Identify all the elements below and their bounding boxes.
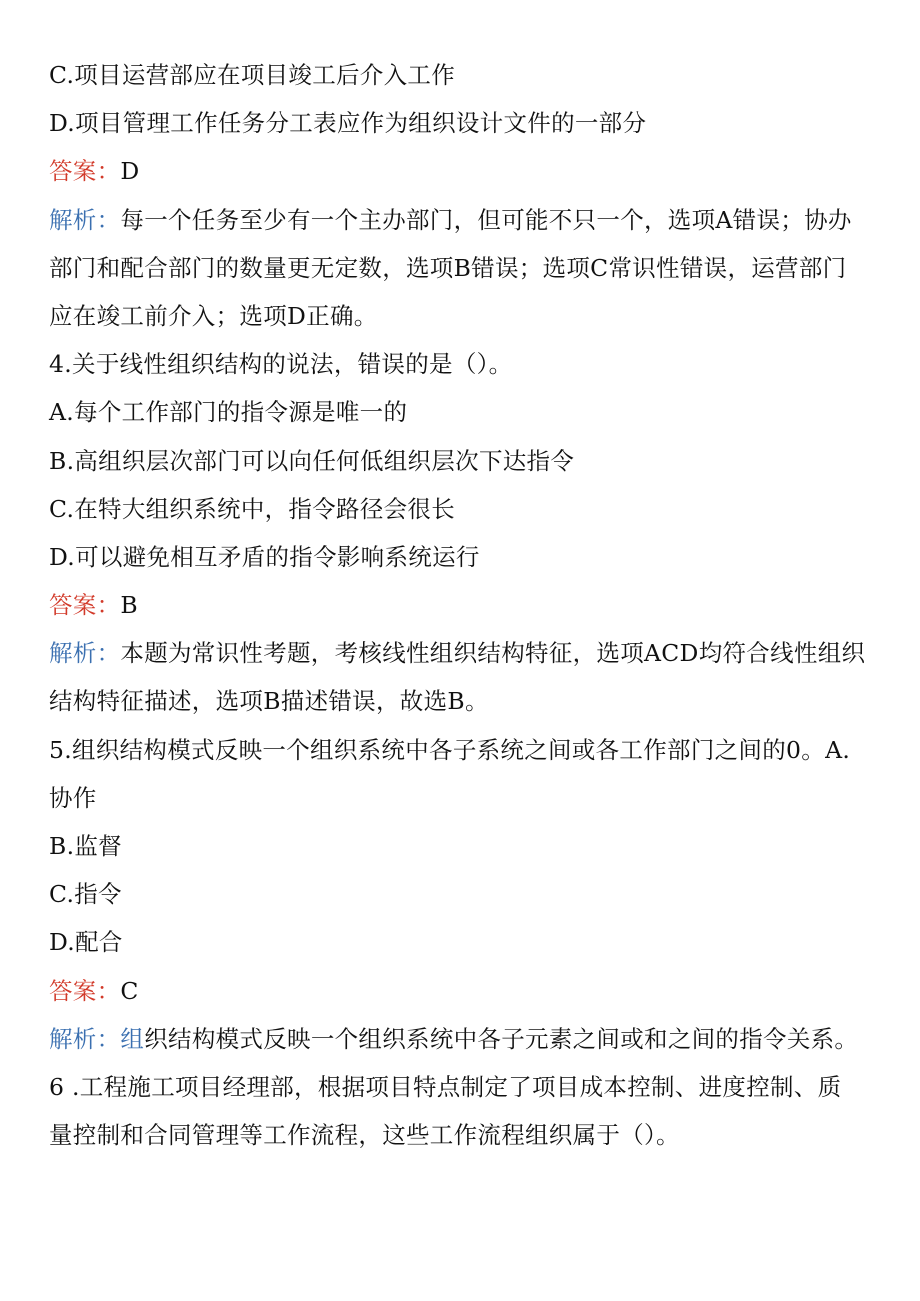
document-page: [49, 51, 884, 1159]
q5-answer: [49, 967, 884, 1015]
q3-option-c: C.项目运营部应在项目竣工后介入工作: [49, 61, 456, 89]
answer-value: B: [120, 591, 138, 620]
q5-stem-line-2: 协作: [49, 783, 97, 812]
q4-option-a: A.每个工作部门的指令源是唯一的: [49, 398, 408, 427]
analysis-label: 解析：: [49, 1024, 121, 1053]
q4-analysis-line-2: 结构特征描述，选项B描述错误，故选B。: [49, 687, 489, 716]
answer-label: 答案：: [49, 591, 121, 620]
analysis-text: 本题为常识性考题，考核线性组织结构特征，选项ACD均符合线性组织: [120, 639, 866, 668]
q3-option-d: D.项目管理工作任务分工表应作为组织设计文件的一部分: [49, 109, 647, 138]
q3-analysis-line-1: [49, 196, 884, 244]
q4-analysis-line-1: [49, 629, 884, 677]
answer-value: D: [120, 157, 140, 186]
q3-analysis-line-2: 部门和配合部门的数量更无定数，选项B错误；选项C常识性错误，运营部门: [49, 253, 847, 282]
q5-stem-line-1: 5.组织结构模式反映一个组织系统中各子系统之间或各工作部门之间的0。A.: [49, 735, 851, 764]
q6-stem-line-1: 6 .工程施工项目经理部，根据项目特点制定了项目成本控制、进度控制、质: [49, 1072, 842, 1101]
q4-answer: [49, 581, 884, 629]
q5-analysis-line-1: [49, 1015, 884, 1063]
analysis-text: 织结构模式反映一个组织系统中各子元素之间或和之间的指令关系。: [144, 1024, 859, 1053]
q4-option-d: D.可以避免相互矛盾的指令影响系统运行: [49, 542, 480, 571]
analysis-label: 解析：: [49, 639, 121, 668]
q3-answer: [49, 147, 884, 195]
answer-label: 答案：: [49, 157, 121, 186]
q4-option-c: C.在特大组织系统中，指令路径会很长: [49, 494, 456, 523]
analysis-text: 每一个任务至少有一个主办部门，但可能不只一个，选项A错误；协办: [120, 205, 852, 234]
analysis-first-char: 组: [120, 1024, 145, 1053]
q4-option-b: B.高组织层次部门可以向任何低组织层次下达指令: [49, 446, 575, 475]
q5-option-d: D.配合: [49, 928, 123, 957]
q4-stem: 4.关于线性组织结构的说法，错误的是（）。: [49, 350, 513, 379]
q5-option-c: C.指令: [49, 880, 122, 909]
answer-value: C: [120, 976, 139, 1005]
analysis-label: 解析：: [49, 205, 121, 234]
q6-stem-line-2: 量控制和合同管理等工作流程，这些工作流程组织属于（）。: [49, 1121, 680, 1150]
q5-option-b: B.监督: [49, 832, 122, 860]
q3-analysis-line-3: 应在竣工前介入；选项D正确。: [49, 301, 378, 330]
answer-label: 答案：: [49, 976, 121, 1005]
